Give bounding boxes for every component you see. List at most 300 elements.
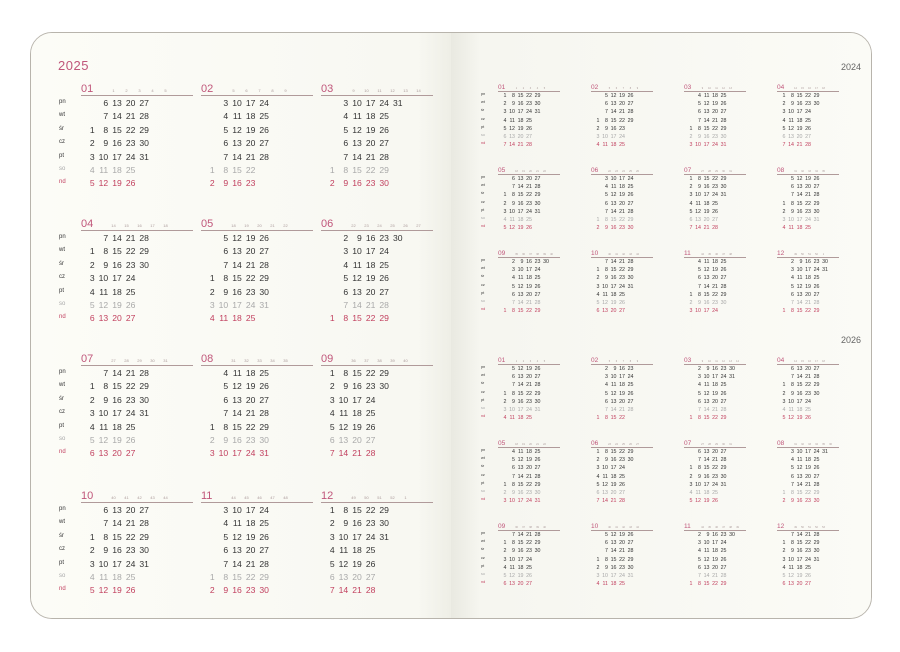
- week-number: 39: [543, 253, 546, 256]
- day-cell: 30: [729, 366, 735, 372]
- day-cell: 21: [125, 233, 136, 243]
- day-cell: 20: [796, 581, 803, 588]
- day-cell: [389, 112, 403, 125]
- day-cell: 8: [223, 273, 229, 284]
- day-cell: [375, 396, 389, 409]
- day-cell: 14: [796, 192, 803, 199]
- day-cell: 4: [782, 564, 786, 571]
- day-cell: 27: [259, 138, 269, 149]
- day-cell: 18: [796, 406, 803, 413]
- day-cell: 16: [517, 548, 524, 555]
- day-cell: 4: [596, 473, 600, 480]
- day-cell: 4: [791, 275, 794, 282]
- day-cell: 20: [526, 291, 532, 298]
- day-cell: [777, 276, 786, 284]
- day-cell: 29: [720, 291, 727, 298]
- day-cell: 16: [232, 585, 242, 596]
- week-number: 14: [736, 360, 739, 363]
- day-cell: [201, 153, 215, 166]
- day-cell: 11: [518, 275, 524, 282]
- week-row: [321, 314, 433, 327]
- day-cell: 4: [503, 415, 507, 422]
- week-numbers: [699, 87, 734, 91]
- day-cell: 20: [805, 291, 811, 298]
- day-cell: 7: [698, 572, 701, 579]
- month-number: 05: [498, 166, 506, 174]
- day-cell: 1: [503, 93, 507, 99]
- day-cell: 24: [712, 142, 718, 149]
- day-cell: [820, 285, 829, 293]
- day-cell: [625, 293, 634, 301]
- month-number: 02: [591, 356, 599, 364]
- day-cell: [541, 276, 550, 284]
- week-row: [591, 499, 653, 507]
- day-cell: 25: [720, 93, 727, 99]
- day-cell: 31: [720, 142, 727, 149]
- day-cell: 29: [720, 125, 727, 132]
- day-cell: 16: [517, 489, 524, 496]
- day-cell: 23: [712, 299, 718, 306]
- month-header: [321, 81, 433, 96]
- day-cell: 16: [610, 225, 617, 232]
- day-cell: 17: [112, 151, 122, 162]
- day-cell: 8: [698, 125, 701, 132]
- day-cell: 11: [219, 313, 229, 324]
- day-cell: 1: [329, 313, 335, 324]
- day-cell: [684, 400, 693, 408]
- month-number: 11: [684, 249, 691, 257]
- month-header: [684, 522, 746, 531]
- day-cell: 8: [343, 313, 349, 324]
- day-cell: [625, 491, 634, 499]
- day-cell: 25: [245, 313, 256, 324]
- day-cell: 21: [712, 572, 718, 579]
- day-cell: 16: [610, 564, 617, 571]
- day-cell: [811, 574, 820, 582]
- week-row: [684, 499, 746, 507]
- day-cell: 3: [596, 283, 600, 290]
- week-row: [321, 423, 433, 436]
- week-row: [81, 573, 193, 586]
- week-number: 20: [529, 443, 532, 446]
- week-number: 35: [515, 253, 518, 256]
- day-cell: 7: [329, 585, 335, 596]
- day-cell: 4: [89, 571, 95, 582]
- day-cell: 21: [526, 473, 532, 480]
- day-cell: 29: [813, 93, 820, 99]
- week-row: [321, 126, 433, 139]
- month-number: 12: [321, 490, 334, 502]
- week-number: 52: [815, 526, 818, 529]
- day-cell: 1: [503, 390, 507, 397]
- week-number: 51: [377, 495, 382, 500]
- month-number: 06: [591, 166, 599, 174]
- day-cell: [684, 260, 693, 268]
- day-cell: 27: [379, 138, 389, 149]
- day-cell: 21: [796, 142, 803, 149]
- day-cell: 3: [689, 308, 693, 315]
- day-cell: 11: [788, 117, 794, 124]
- week-row: [591, 226, 653, 234]
- day-cell: 29: [534, 192, 541, 199]
- week-row: [321, 586, 433, 599]
- day-cell: [255, 166, 269, 179]
- day-cell: 10: [509, 556, 515, 563]
- day-cell: 9: [512, 548, 515, 555]
- week-row: [81, 234, 193, 247]
- day-cell: 31: [259, 299, 269, 310]
- day-cell: 16: [712, 366, 718, 372]
- day-cell: 4: [698, 93, 701, 99]
- day-cell: 3: [89, 151, 95, 162]
- day-cell: 9: [698, 184, 701, 191]
- day-cell: 9: [605, 225, 608, 232]
- day-cell: 8: [605, 117, 608, 124]
- day-cell: [498, 375, 507, 383]
- day-cell: 10: [98, 273, 109, 284]
- day-cell: 25: [805, 406, 811, 413]
- day-cell: 6: [329, 434, 335, 445]
- day-cell: [718, 210, 727, 218]
- day-cell: [532, 218, 541, 226]
- week-number: 9: [352, 88, 355, 93]
- day-cell: 19: [526, 457, 532, 464]
- day-cell: 8: [223, 164, 229, 175]
- day-cell: 25: [619, 581, 625, 588]
- day-cell: 5: [791, 465, 794, 472]
- day-cell: [201, 560, 215, 573]
- week-numbers: [513, 253, 555, 257]
- day-cell: [591, 541, 600, 549]
- day-cell: 12: [796, 465, 803, 472]
- day-cell: 8: [791, 382, 794, 389]
- day-cell: 19: [796, 415, 803, 422]
- week-number: 45: [708, 526, 711, 529]
- day-cell: 17: [245, 98, 256, 108]
- month-days: [591, 367, 653, 424]
- day-cell: 16: [232, 434, 242, 445]
- day-cell: [718, 309, 727, 317]
- week-number: 16: [808, 87, 811, 90]
- day-cell: 14: [112, 233, 122, 243]
- day-cell: [81, 112, 95, 125]
- day-cell: 10: [218, 448, 229, 459]
- day-cell: 29: [259, 421, 269, 432]
- week-number: 7: [622, 87, 625, 90]
- day-cell: [389, 288, 403, 301]
- day-cell: 25: [365, 545, 376, 556]
- day-cell: 26: [813, 465, 820, 472]
- day-cell: 31: [139, 558, 149, 569]
- day-cell: [718, 491, 727, 499]
- day-cell: 27: [712, 216, 718, 223]
- week-row: [201, 436, 313, 449]
- day-cell: 23: [813, 259, 820, 265]
- day-cell: 30: [822, 259, 828, 265]
- month-2024-08: [777, 166, 839, 234]
- day-cell: 14: [703, 117, 710, 124]
- day-cell: 17: [112, 558, 122, 569]
- day-cell: 23: [805, 548, 811, 555]
- day-cell: 25: [813, 275, 820, 282]
- day-cell: 2: [209, 585, 215, 596]
- week-number: 25: [629, 170, 632, 173]
- day-cell: 24: [813, 449, 820, 455]
- month-number: 12: [777, 249, 785, 257]
- week-number: 8: [629, 87, 632, 90]
- day-cell: 4: [223, 111, 229, 122]
- day-cell: 21: [805, 532, 811, 538]
- week-row: [81, 506, 193, 519]
- week-number: 24: [615, 443, 618, 446]
- day-cell: 16: [352, 178, 362, 189]
- day-cell: 3: [512, 267, 515, 274]
- day-cell: 4: [698, 548, 701, 555]
- day-cell: 10: [98, 151, 109, 162]
- day-cell: [625, 416, 634, 424]
- day-cell: 29: [379, 164, 389, 175]
- day-label: pt: [481, 397, 485, 402]
- day-cell: 23: [712, 184, 718, 191]
- month-header: [684, 249, 746, 258]
- day-cell: 16: [703, 133, 710, 140]
- day-cell: 11: [602, 473, 608, 480]
- day-cell: 2: [503, 398, 507, 405]
- day-cell: [135, 586, 149, 599]
- day-cell: 5: [343, 273, 349, 284]
- day-cell: 8: [103, 246, 109, 257]
- week-row: [321, 436, 433, 449]
- week-row: [777, 582, 839, 590]
- month-number: 09: [321, 353, 334, 365]
- week-row: [684, 416, 746, 424]
- month-header: [498, 356, 560, 365]
- day-cell: 10: [98, 408, 109, 419]
- day-cell: 14: [610, 406, 617, 413]
- day-cell: 14: [517, 299, 524, 306]
- month-2026-02: [591, 356, 653, 424]
- day-cell: [321, 99, 335, 112]
- day-cell: [532, 119, 541, 127]
- day-cell: 1: [503, 308, 507, 315]
- week-number: 32: [244, 358, 249, 363]
- day-cell: 4: [782, 225, 786, 232]
- day-cell: 11: [232, 368, 242, 378]
- day-cell: 15: [517, 93, 524, 99]
- day-cell: 28: [139, 518, 149, 529]
- month-2026-05: [498, 439, 560, 507]
- day-cell: 25: [627, 184, 634, 191]
- month-2026-11: [684, 522, 746, 590]
- day-cell: 13: [610, 398, 617, 405]
- day-cell: 11: [797, 275, 803, 282]
- day-cell: 24: [805, 216, 811, 223]
- day-cell: [389, 126, 403, 139]
- day-cell: 5: [503, 572, 507, 579]
- week-row: [321, 533, 433, 546]
- day-cell: 7: [512, 473, 515, 480]
- day-cell: 13: [232, 246, 242, 257]
- day-cell: 12: [796, 283, 803, 290]
- day-label: cz: [481, 199, 485, 204]
- month-days: [81, 506, 193, 600]
- day-cell: [591, 383, 600, 391]
- week-number: 31: [729, 170, 732, 173]
- day-cell: 18: [526, 449, 532, 455]
- week-numbers: [792, 443, 834, 447]
- week-number: 27: [636, 443, 639, 446]
- day-cell: 14: [796, 481, 803, 488]
- day-cell: 24: [526, 498, 532, 505]
- week-row: [498, 309, 560, 317]
- week-row: [201, 112, 313, 125]
- day-cell: 19: [365, 273, 376, 284]
- day-cell: 7: [103, 111, 109, 122]
- day-cell: 10: [602, 465, 608, 472]
- day-cell: 5: [89, 178, 95, 189]
- week-number: 5: [608, 360, 611, 363]
- day-cell: 3: [89, 273, 95, 284]
- month-2024-04: [777, 83, 839, 151]
- day-cell: 29: [627, 216, 634, 223]
- day-cell: 22: [619, 267, 625, 274]
- day-cell: 28: [720, 283, 727, 290]
- day-cell: [541, 268, 550, 276]
- day-cell: 28: [534, 473, 541, 480]
- week-row: [201, 506, 313, 519]
- day-cell: 25: [619, 291, 625, 298]
- day-cell: [625, 135, 634, 143]
- day-cell: [727, 558, 736, 566]
- week-row: [777, 309, 839, 317]
- day-label: nd: [481, 497, 486, 502]
- day-cell: 30: [139, 259, 149, 270]
- day-cell: 22: [365, 368, 376, 378]
- day-cell: 26: [379, 273, 389, 284]
- day-cell: 9: [698, 473, 701, 480]
- day-cell: 6: [596, 489, 600, 496]
- week-numbers: [227, 88, 292, 95]
- week-number: 21: [536, 170, 539, 173]
- day-cell: 24: [712, 308, 718, 315]
- month-header: [777, 249, 839, 258]
- day-cell: [81, 234, 95, 247]
- day-cell: 24: [720, 374, 727, 381]
- day-cell: 21: [352, 585, 362, 596]
- day-cell: 11: [704, 259, 710, 265]
- day-cell: 1: [209, 164, 215, 175]
- week-number: 39: [390, 358, 395, 363]
- month-days: [777, 367, 839, 424]
- day-cell: 25: [720, 259, 727, 265]
- day-cell: 31: [534, 406, 541, 413]
- day-cell: 16: [517, 101, 524, 108]
- week-row: [81, 301, 193, 314]
- day-cell: 18: [619, 184, 625, 191]
- day-cell: 28: [259, 259, 269, 270]
- day-cell: 17: [352, 531, 362, 542]
- week-number: 32: [801, 170, 804, 173]
- day-cell: 14: [112, 518, 122, 529]
- day-cell: 4: [89, 421, 95, 432]
- month-number: 07: [684, 166, 692, 174]
- day-cell: 8: [512, 481, 515, 488]
- week-number: 40: [403, 358, 408, 363]
- month-header: [201, 81, 313, 96]
- day-cell: [727, 541, 736, 549]
- month-days: [321, 506, 433, 600]
- week-row: [201, 519, 313, 532]
- day-cell: 20: [526, 465, 532, 472]
- day-cell: 3: [223, 505, 229, 515]
- day-cell: 3: [791, 449, 794, 455]
- day-cell: 5: [89, 434, 95, 445]
- month-header: [201, 351, 313, 366]
- day-cell: 7: [605, 109, 608, 116]
- day-cell: 21: [365, 299, 376, 310]
- day-cell: 6: [503, 581, 507, 588]
- day-cell: 21: [805, 374, 811, 381]
- day-cell: 22: [805, 200, 811, 207]
- month-header: [591, 249, 653, 258]
- day-cell: 25: [125, 286, 136, 297]
- day-cell: [591, 94, 600, 102]
- day-cell: 5: [782, 415, 786, 422]
- day-cell: 9: [343, 381, 349, 392]
- day-cell: 6: [791, 473, 794, 480]
- day-cell: 31: [813, 216, 820, 223]
- day-cell: 13: [232, 138, 242, 149]
- day-cell: 7: [512, 184, 515, 191]
- day-cell: 26: [720, 390, 727, 397]
- day-label: nd: [481, 141, 486, 146]
- day-cell: 26: [259, 381, 269, 392]
- day-cell: 22: [125, 381, 136, 392]
- week-number: 43: [629, 526, 632, 529]
- day-cell: [201, 126, 215, 139]
- day-cell: [541, 285, 550, 293]
- day-cell: 17: [619, 374, 625, 381]
- day-cell: 23: [526, 398, 532, 405]
- day-label: pt: [481, 124, 485, 129]
- day-cell: 7: [698, 283, 701, 290]
- month-2024-07: [684, 166, 746, 234]
- day-cell: 1: [689, 176, 693, 182]
- month-days: [777, 450, 839, 507]
- day-cell: 21: [526, 184, 532, 191]
- week-numbers: [513, 87, 548, 91]
- week-number: 20: [529, 170, 532, 173]
- month-days: [498, 367, 560, 424]
- day-cell: 18: [610, 142, 617, 149]
- month-number: 09: [498, 249, 506, 257]
- week-row: [591, 309, 653, 317]
- day-cell: 23: [720, 532, 727, 538]
- day-cell: 21: [619, 208, 625, 215]
- day-cell: 6: [329, 571, 335, 582]
- day-cell: [498, 285, 507, 293]
- day-cell: 26: [627, 390, 634, 397]
- week-row: [321, 139, 433, 152]
- day-cell: 8: [698, 291, 701, 298]
- day-label: pn: [59, 506, 66, 512]
- day-cell: 18: [352, 408, 362, 419]
- day-cell: 21: [245, 151, 256, 162]
- day-cell: [820, 309, 829, 317]
- day-cell: 27: [619, 308, 625, 315]
- day-cell: 9: [103, 394, 109, 405]
- week-number: 36: [522, 253, 525, 256]
